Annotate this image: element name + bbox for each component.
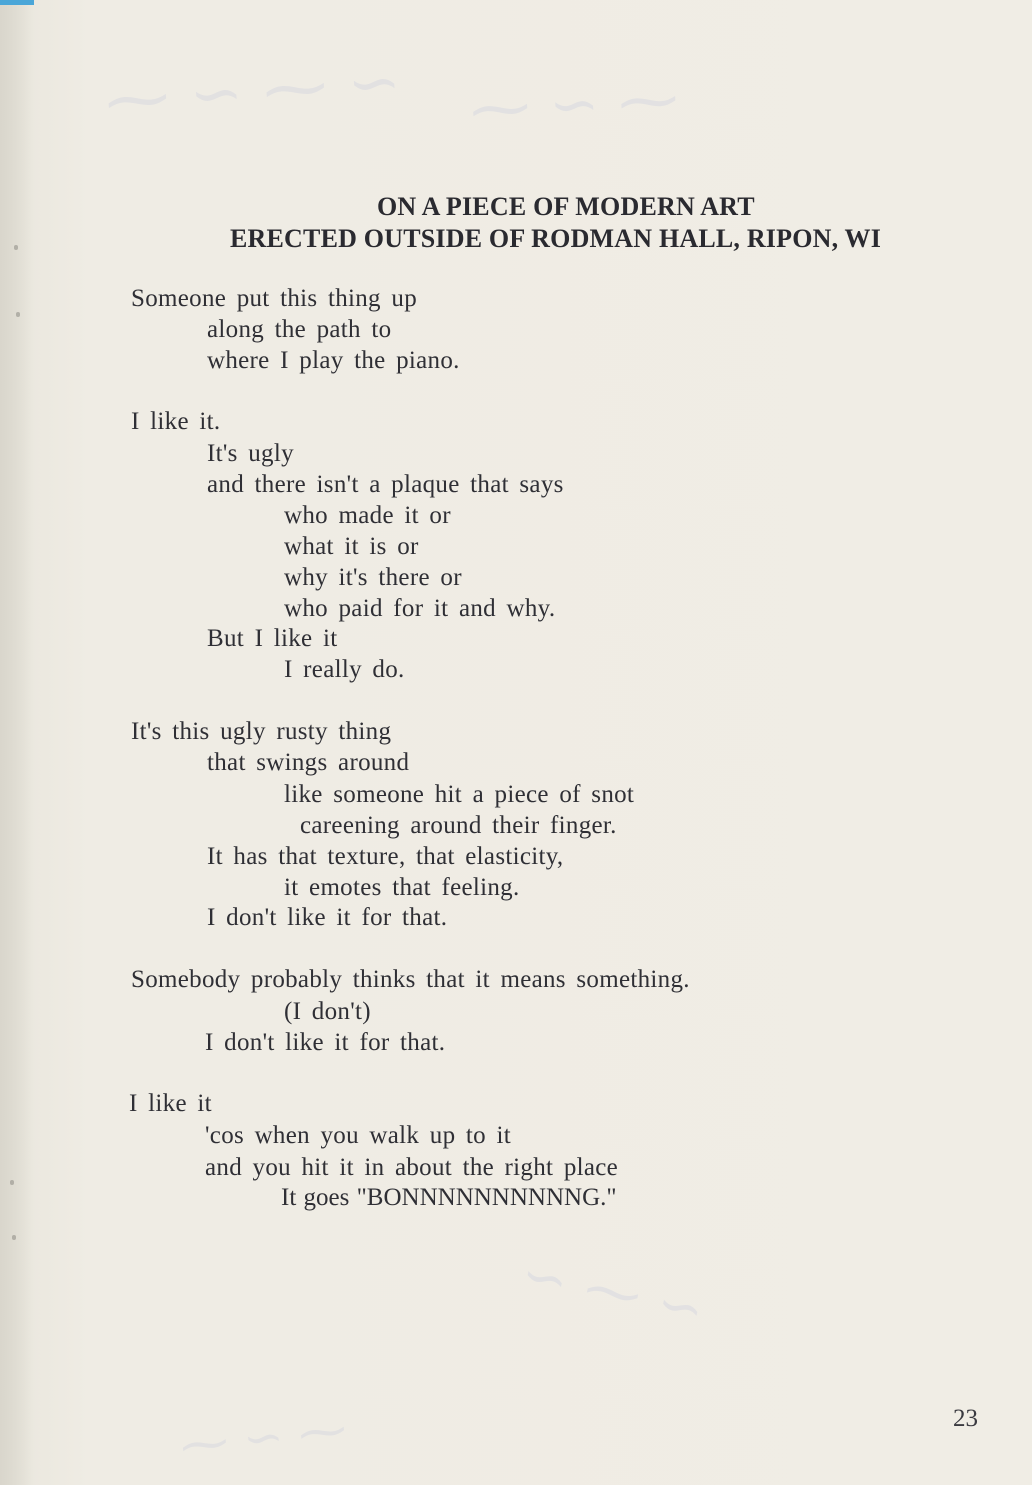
poem-line: It's this ugly rusty thing bbox=[131, 718, 392, 745]
poem-line: 'cos when you walk up to it bbox=[205, 1122, 512, 1149]
paper-speck bbox=[10, 1180, 14, 1185]
poem-line: it emotes that feeling. bbox=[284, 874, 520, 901]
bleed-through-scribble: ⁓ ∽ ⁓ bbox=[177, 1401, 350, 1475]
poem-line: and you hit it in about the right place bbox=[205, 1154, 619, 1181]
bleed-through-scribble: ⁓ ∽ ⁓ ∽ bbox=[102, 44, 404, 140]
poem-line: It has that texture, that elasticity, bbox=[207, 843, 564, 870]
poem-line: It's ugly bbox=[207, 440, 294, 467]
poem-line: where I play the piano. bbox=[207, 347, 460, 374]
bleed-through-scribble: ∽ ⁓ ∽ bbox=[515, 1241, 711, 1344]
paper-speck bbox=[12, 1235, 16, 1240]
poem-title-line-2: ERECTED OUTSIDE OF RODMAN HALL, RIPON, WI bbox=[230, 224, 882, 253]
poem-line: I like it bbox=[129, 1090, 212, 1117]
poem-line: Somebody probably thinks that it means something. bbox=[131, 966, 690, 993]
poem-line: and there isn't a plaque that says bbox=[207, 471, 564, 498]
poem-line: along the path to bbox=[207, 316, 392, 343]
poem-line: I don't like it for that. bbox=[205, 1029, 446, 1056]
page-number: 23 bbox=[953, 1405, 978, 1432]
poem-line: why it's there or bbox=[284, 564, 462, 591]
poem-line: (I don't) bbox=[284, 998, 371, 1025]
bleed-through-scribble: ⁓ ∽ ⁓ bbox=[468, 64, 681, 146]
poem-line: careening around their finger. bbox=[300, 812, 617, 839]
page-spine-shadow bbox=[0, 0, 34, 1485]
poem-line: who paid for it and why. bbox=[284, 595, 556, 622]
poem-line: that swings around bbox=[207, 749, 410, 776]
poem-line: what it is or bbox=[284, 533, 419, 560]
poem-line: like someone hit a piece of snot bbox=[284, 781, 635, 808]
paper-speck bbox=[14, 245, 18, 250]
poem-line: But I like it bbox=[207, 625, 338, 652]
poem-title-line-1: ON A PIECE OF MODERN ART bbox=[377, 192, 755, 221]
poem-line: I don't like it for that. bbox=[207, 904, 448, 931]
poem-line: who made it or bbox=[284, 502, 451, 529]
poem-line: It goes "BONNNNNNNNNNG." bbox=[281, 1184, 617, 1211]
poem-line: Someone put this thing up bbox=[131, 285, 417, 312]
poem-line: I really do. bbox=[284, 656, 405, 683]
blue-tab-mark bbox=[0, 0, 34, 5]
paper-speck bbox=[16, 312, 20, 317]
poem-line: I like it. bbox=[131, 408, 221, 435]
